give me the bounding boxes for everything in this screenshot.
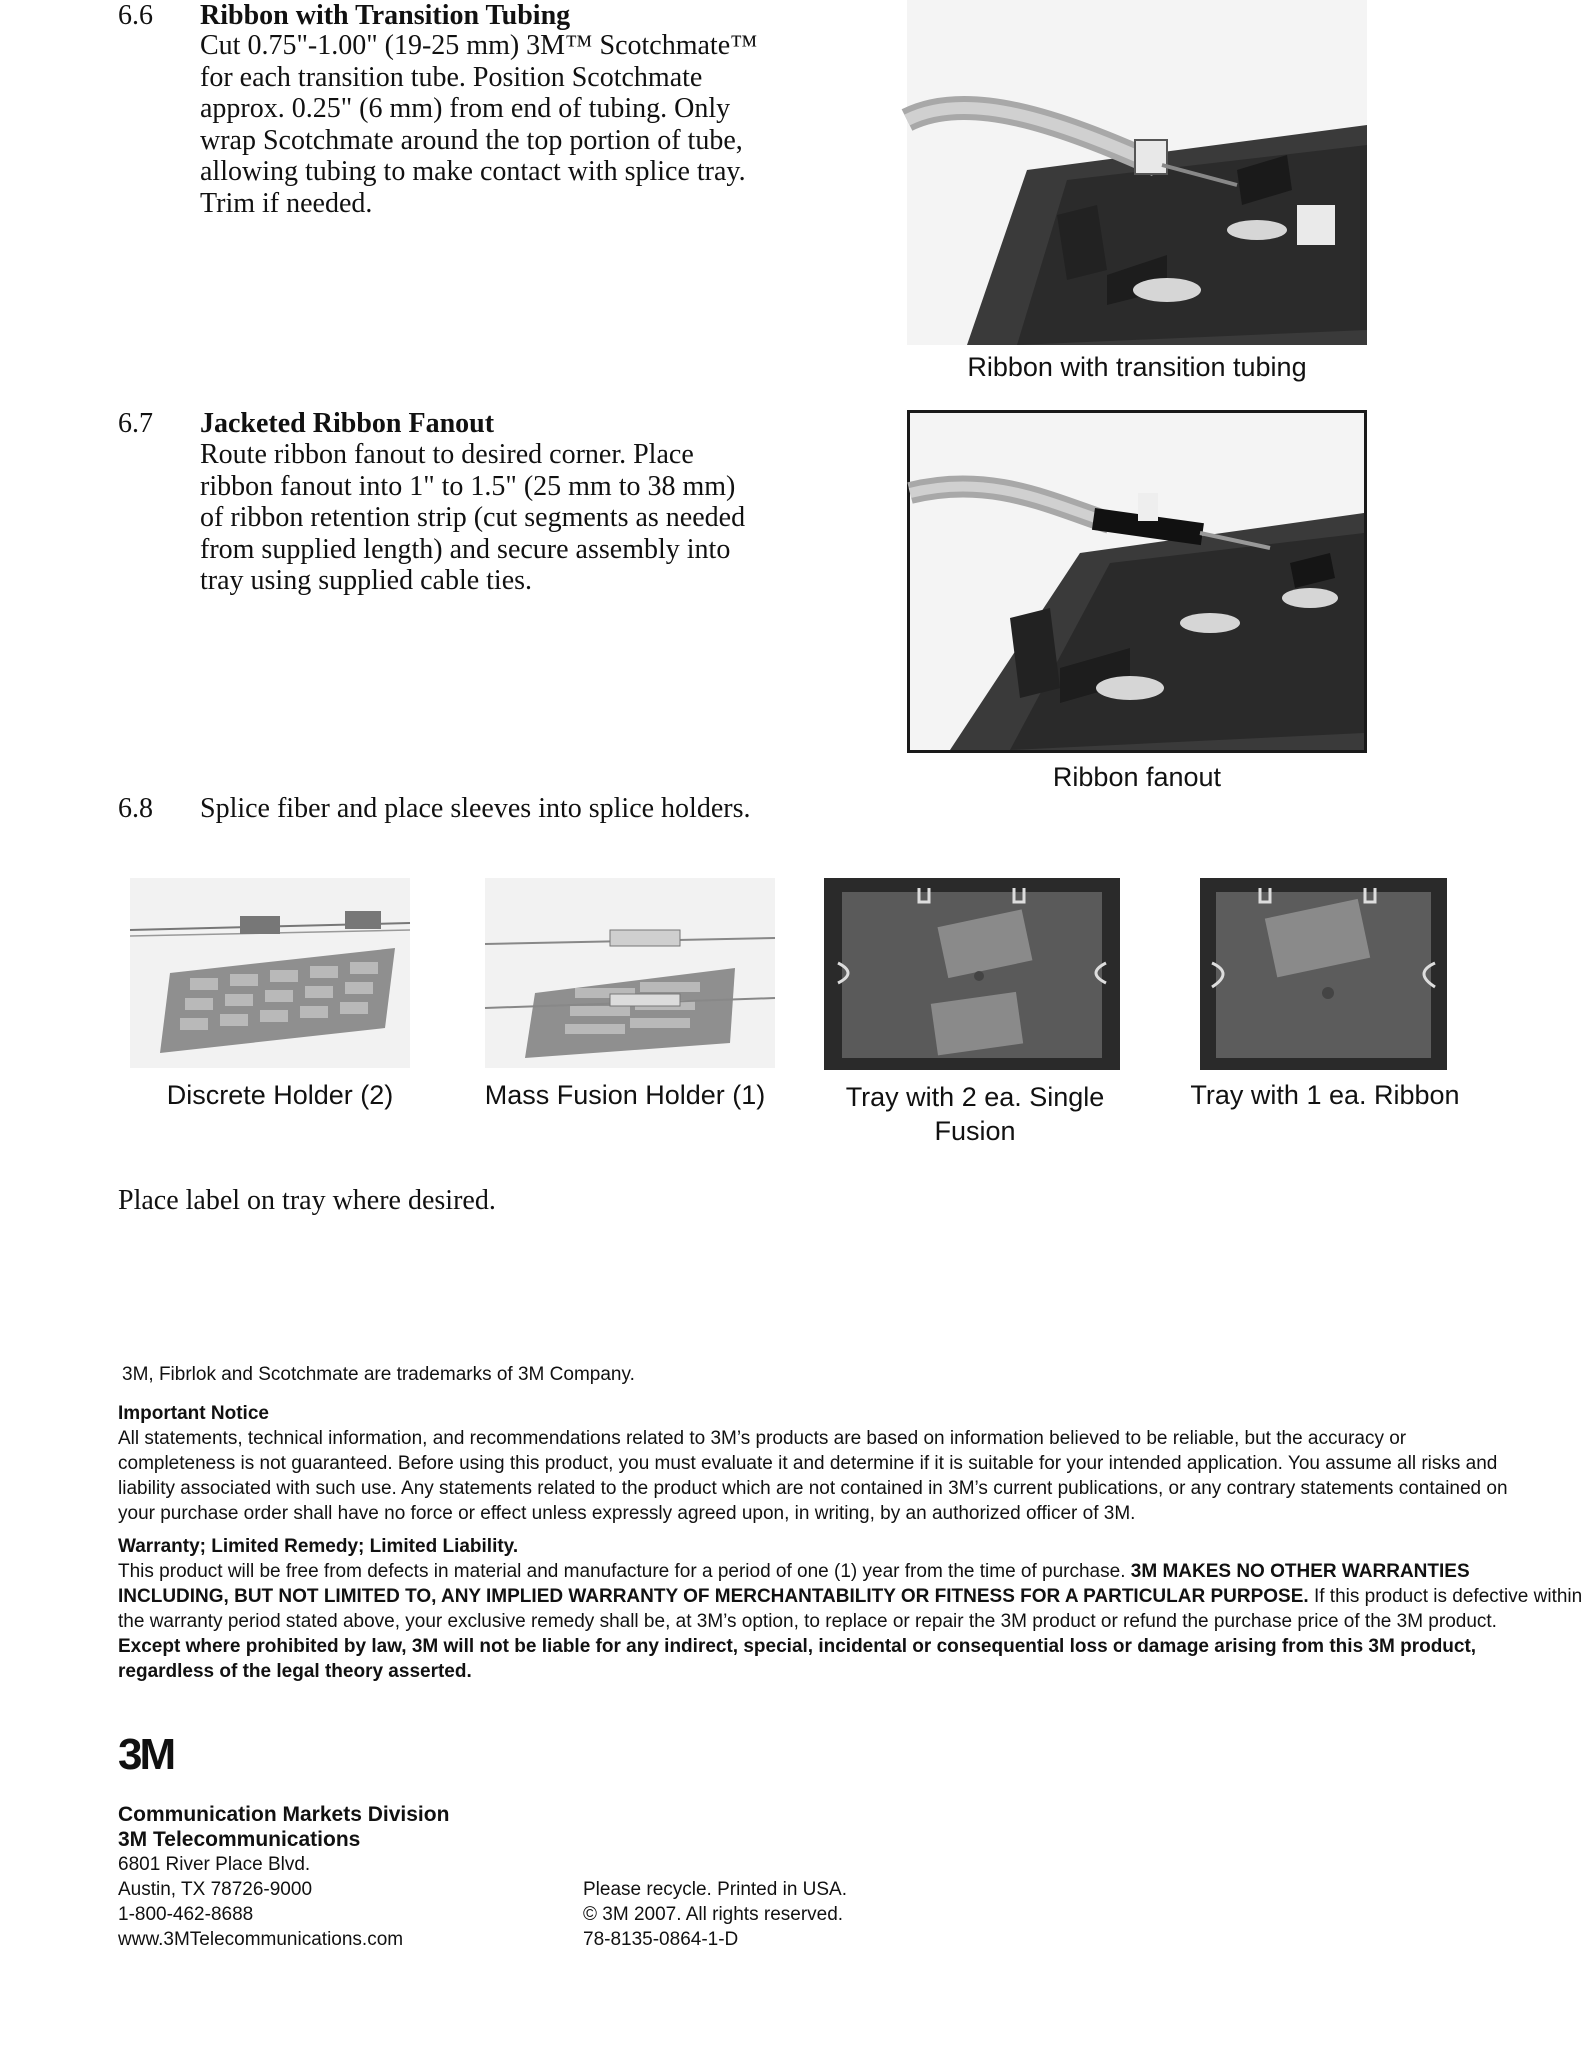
notice-line: All statements, technical information, and recommendations related to 3M’s products are based on information believed to be reliable, but the accuracy or [118,1428,1407,1449]
step-body-line: Trim if needed. [200,187,373,219]
warranty-text: If this product is defective within [1308,1586,1582,1607]
step-body-line: Route ribbon fanout to desired corner. Place [200,439,694,470]
tray-single-fusion-photo [824,878,1120,1070]
ribbon-transition-caption: Ribbon with transition tubing [967,352,1307,382]
step-6-8-text: Splice fiber and place sleeves into splice holders. [200,793,751,824]
tray-ribbon-photo [1200,878,1447,1070]
discrete-holder-photo [130,878,410,1068]
warranty-bold-text: Except where prohibited by law, 3M will not be liable for any indirect, special, incidental or consequential loss or damage arising from this 3M product, [118,1636,1477,1657]
step-body-line: from supplied length) and secure assembly into [200,533,731,565]
mass-fusion-holder-photo [485,878,775,1068]
ribbon-fanout-photo [907,410,1367,753]
step-body-line: wrap Scotchmate around the top portion of tube, [200,124,743,156]
street-address: 6801 River Place Blvd. [118,1854,311,1875]
tray-ribbon-caption: Tray with 1 ea. Ribbon [1190,1080,1460,1110]
step-body-line: of ribbon retention strip (cut segments as needed [200,502,746,533]
trademark-notice: 3M, Fibrlok and Scotchmate are trademarks of 3M Company. [122,1364,635,1385]
print-info-block [583,1877,847,1952]
recycle-note: Please recycle. Printed in USA. [583,1879,848,1900]
notice-line: your purchase order shall have no force or effect unless expressly agreed upon, in writing, by an authorized officer of 3M. [118,1503,1136,1524]
step-6-7-title: Jacketed Ribbon Fanout [200,408,495,439]
step-6-7-number: 6.7 [118,408,153,439]
warranty-line [118,1634,1477,1659]
notice-line: liability associated with such use. Any statements related to the product which are not contained in 3M’s current publications, or any contrary statements contained on [118,1478,1508,1499]
city-address: Austin, TX 78726-9000 [118,1879,313,1900]
warranty-line [118,1584,1582,1609]
ribbon-fanout-caption: Ribbon fanout [1052,762,1222,792]
important-notice [118,1401,1508,1526]
step-6-7-body [200,439,820,597]
step-6-6-title: Ribbon with Transition Tubing [200,0,571,31]
step-6-8-number: 6.8 [118,793,153,824]
caption-line: Fusion [934,1116,1016,1146]
ribbon-transition-photo [907,0,1367,345]
warranty-bold-text: INCLUDING, BUT NOT LIMITED TO, ANY IMPLIED WARRANTY OF MERCHANTABILITY OR FITNESS FOR A PARTICULAR PURPOSE. [118,1586,1309,1607]
warranty-bold-text: 3M MAKES NO OTHER WARRANTIES [1130,1561,1470,1582]
company-name: 3M Telecommunications [118,1828,361,1851]
division-name: Communication Markets Division [118,1803,450,1826]
website: www.3MTelecommunications.com [118,1929,404,1950]
important-notice-title: Important Notice [118,1403,269,1424]
copyright-note: © 3M 2007. All rights reserved. [583,1904,844,1925]
warranty-line: the warranty period stated above, your exclusive remedy shall be, at 3M’s option, to replace or repair the 3M product or refund the purchase price of the 3M product. [118,1611,1497,1632]
tray-single-fusion-caption [820,1080,1130,1148]
step-body-line: Cut 0.75"-1.00" (19-25 mm) 3M™ Scotchmate™ [200,30,758,61]
step-body-line: ribbon fanout into 1" to 1.5" (25 mm to 38 mm) [200,470,736,502]
mass-fusion-holder-caption: Mass Fusion Holder (1) [484,1080,766,1110]
warranty-text: This product will be free from defects in material and manufacture for a period of one (1) year from the time of purchase. [118,1561,1131,1582]
warranty-title: Warranty; Limited Remedy; Limited Liability. [118,1536,519,1557]
warranty-section [118,1534,1582,1684]
phone-number: 1-800-462-8688 [118,1904,254,1925]
3m-logo: 3M [118,1730,174,1779]
warranty-line [118,1559,1471,1584]
address-block [118,1802,449,1952]
step-body-line: tray using supplied cable ties. [200,565,533,596]
caption-line: Tray with 2 ea. Single [845,1082,1105,1112]
step-6-6-body [200,30,820,219]
warranty-line [118,1659,1471,1684]
step-6-6-number: 6.6 [118,0,153,31]
step-body-line: approx. 0.25" (6 mm) from end of tubing. Only [200,93,731,124]
step-body-line: allowing tubing to make contact with splice tray. [200,156,746,187]
label-note: Place label on tray where desired. [118,1185,496,1216]
notice-line: completeness is not guaranteed. Before using this product, you must evaluate it and determine if it is suitable for your intended application. You assume all risks and [118,1453,1498,1474]
step-body-line: for each transition tube. Position Scotchmate [200,61,703,93]
warranty-bold-text: regardless of the legal theory asserted. [118,1661,472,1682]
document-number: 78-8135-0864-1-D [583,1929,739,1950]
discrete-holder-caption: Discrete Holder (2) [166,1080,394,1110]
